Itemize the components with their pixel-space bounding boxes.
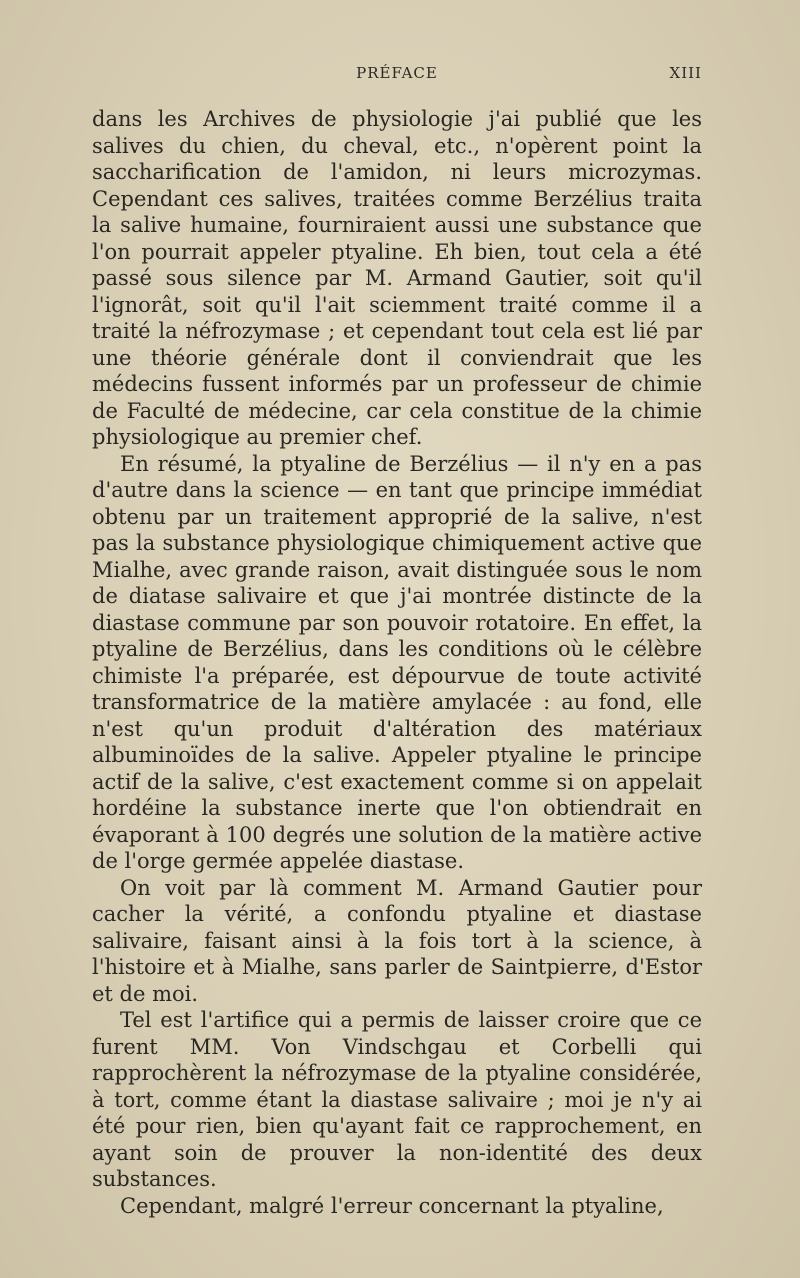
paragraph-4: Tel est l'artifice qui a permis de laisser croire que ce furent MM. Von Vindschgau et Corbelli qui rapprochèrent la néfrozymase de la ptyaline considérée, à tort, comme étant la diastase salivaire ; moi je n'y ai été pour rien, bien qu'ayant fait ce rapprochement, en ayant soin de prouver la non-identité des deux substances. <box>92 1008 702 1191</box>
paragraph-1: dans les Archives de physiologie j'ai publié que les salives du chien, du cheval, etc., n'opèrent point la saccharification de l'amidon, ni leurs microzymas. Cependant ces salives, traitées comme Berzélius traita la salive humaine, fourniraient aussi une substance que l'on pourrait appeler ptyaline. Eh bien, tout cela a été passé sous silence par M. Armand Gautier, soit qu'il l'ignorât, soit qu'il l'ait sciemment traité comme il a traité la néfrozymase ; et cependant tout cela est lié par une théorie générale dont il conviendrait que les médecins fussent informés par un professeur de chimie de Faculté de médecine, car cela constitue de la chimie physiologique au premier chef. <box>92 107 702 449</box>
page-number: XIII <box>669 64 702 82</box>
paragraph-5: Cependant, malgré l'erreur concernant la ptyaline, <box>120 1193 664 1218</box>
page-header <box>92 62 702 86</box>
paragraph-2: En résumé, la ptyaline de Berzélius — il n'y en a pas d'autre dans la science — en tant que principe immédiat obtenu par un traitement approprié de la salive, n'est pas la substance physiologique chimiquement active que Mialhe, avec grande raison, avait distinguée sous le nom de diatase salivaire et que j'ai montrée distincte de la diastase commune par son pouvoir rotatoire. En effet, la ptyaline de Berzélius, dans les conditions où le célèbre chimiste l'a préparée, est dépourvue de toute activité transformatrice de la matière amylacée : au fond, elle n'est qu'un produit d'altération des matériaux albuminoïdes de la salive. Appeler ptyaline le principe actif de la salive, c'est exactement comme si on appelait hordéine la substance inerte que l'on obtiendrait en évaporant à 100 degrés une solution de la matière active de l'orge germée appelée diastase. <box>92 451 702 873</box>
running-head: PRÉFACE <box>356 64 438 82</box>
paragraph-3: On voit par là comment M. Armand Gautier pour cacher la vérité, a confondu ptyaline et diastase salivaire, faisant ainsi à la fois tort à la science, à l'histoire et à Mialhe, sans parler de Saintpierre, d'Estor et de moi. <box>92 875 702 1006</box>
body-text <box>92 106 702 1219</box>
